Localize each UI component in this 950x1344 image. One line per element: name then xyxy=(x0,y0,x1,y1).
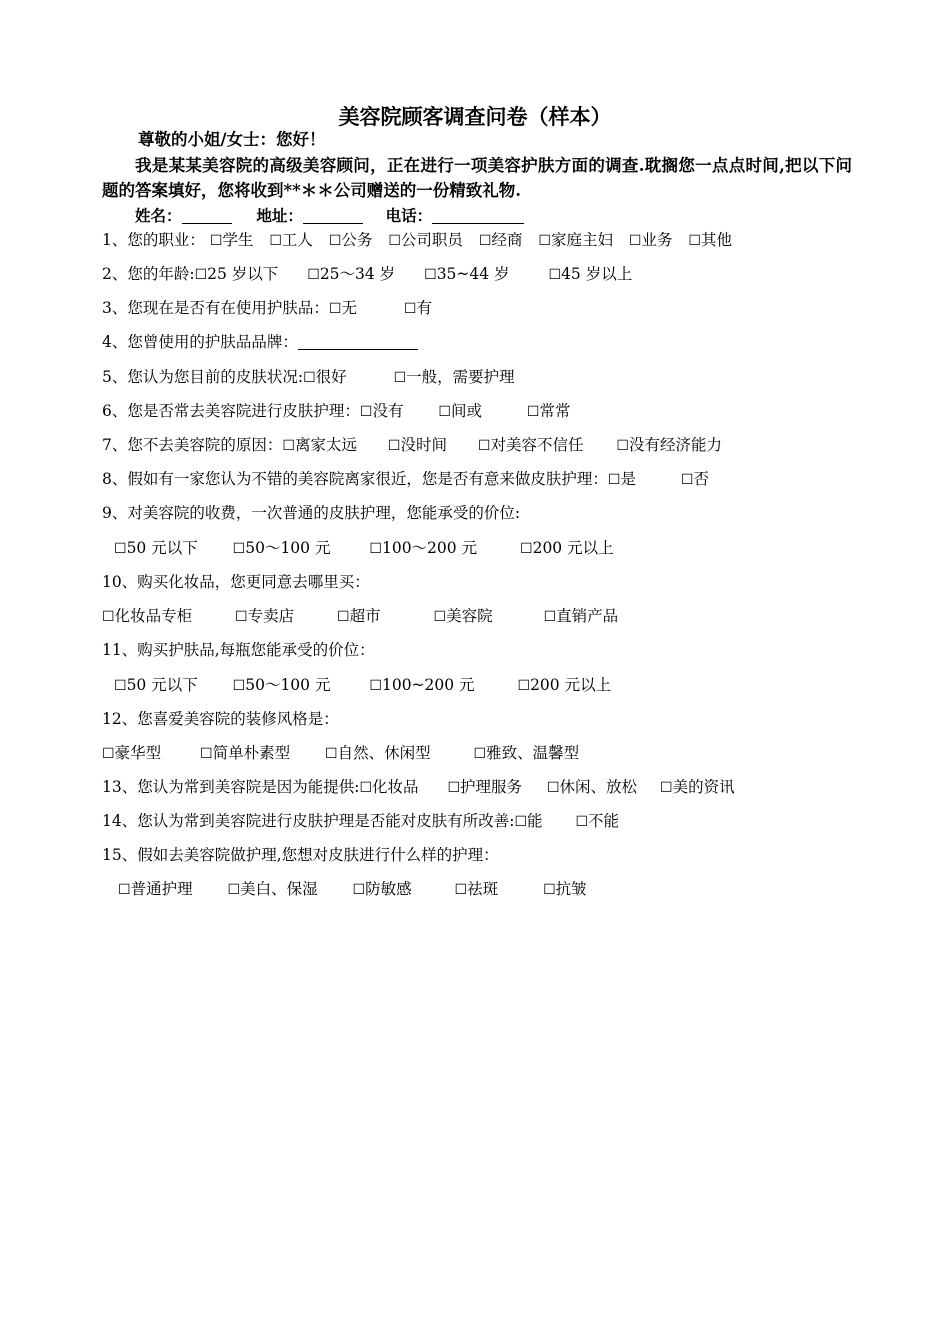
question-2 xyxy=(102,263,632,286)
checkbox-icon: ☐ xyxy=(200,746,213,762)
question-text: 4、您曾使用的护肤品品牌： xyxy=(102,333,298,351)
option-label: 公司职员 xyxy=(400,231,463,249)
option-label: 美的资讯 xyxy=(672,778,735,796)
question-12 xyxy=(102,708,339,730)
option-luxury[interactable] xyxy=(102,742,161,765)
checkbox-icon: ☐ xyxy=(680,472,694,488)
option-label: 业务 xyxy=(641,231,673,249)
name-field[interactable] xyxy=(182,207,232,224)
option-label: 没有经济能力 xyxy=(628,436,722,454)
option-cannot[interactable] xyxy=(575,810,619,833)
checkbox-icon: ☐ xyxy=(478,233,492,249)
checkbox-icon: ☐ xyxy=(209,233,223,249)
question-4 xyxy=(102,331,418,353)
option-age-under-25[interactable] xyxy=(195,263,279,286)
option-label: 化妆品 xyxy=(372,778,419,796)
checkbox-icon: ☐ xyxy=(328,233,342,249)
option-label: 25～34 岁 xyxy=(319,265,396,283)
option-label: 35~44 岁 xyxy=(436,265,510,283)
name-label: 姓名： xyxy=(135,206,182,225)
checkbox-icon: ☐ xyxy=(447,780,461,796)
option-label: 否 xyxy=(693,470,709,488)
option-label: 经商 xyxy=(491,231,523,249)
intro-paragraph: 我是某某美容院的高级美容顾问，正在进行一项美容护肤方面的调查.耽搁您一点点时间,把以下问题的答案填好，您将收到**＊＊公司赠送的一份精致礼物. xyxy=(102,156,852,200)
checkbox-icon: ☐ xyxy=(303,370,316,386)
question-12-options xyxy=(102,742,579,765)
checkbox-icon: ☐ xyxy=(403,301,417,317)
option-over-200[interactable] xyxy=(518,674,612,697)
option-label: 对美容不信任 xyxy=(490,436,584,454)
option-natural[interactable] xyxy=(325,742,431,765)
checkbox-icon: ☐ xyxy=(359,404,373,420)
greeting: 尊敬的小姐/女士：您好！ xyxy=(138,130,326,149)
option-label: 一般，需要护理 xyxy=(406,368,515,386)
option-cosmetics[interactable] xyxy=(359,776,418,799)
option-whitening[interactable] xyxy=(228,878,318,901)
option-label: 化妆品专柜 xyxy=(114,607,193,625)
option-label: 工人 xyxy=(281,231,313,249)
option-label: 100~200 元 xyxy=(381,676,475,694)
option-very-good[interactable] xyxy=(303,366,347,389)
option-label: 能 xyxy=(527,812,543,830)
option-beauty-info[interactable] xyxy=(660,776,735,799)
option-label: 200 元以上 xyxy=(532,539,614,557)
question-text: 5、您认为您目前的皮肤状况: xyxy=(102,368,304,386)
checkbox-icon: ☐ xyxy=(369,541,382,557)
option-label: 祛斑 xyxy=(467,880,499,898)
option-label: 专卖店 xyxy=(247,607,295,625)
checkbox-icon: ☐ xyxy=(520,541,533,557)
option-100-200[interactable] xyxy=(369,674,474,697)
option-label: 护理服务 xyxy=(460,778,523,796)
option-elegant[interactable] xyxy=(474,742,580,765)
question-text: 14、您认为常到美容院进行皮肤护理是否能对皮肤有所改善: xyxy=(102,812,515,830)
option-age-45-plus[interactable] xyxy=(549,263,633,286)
question-6 xyxy=(102,400,570,423)
question-13 xyxy=(102,776,735,799)
option-label: 无 xyxy=(341,299,357,317)
question-9 xyxy=(102,502,520,524)
option-age-35-44[interactable] xyxy=(424,263,509,286)
option-label: 自然、休闲型 xyxy=(337,744,431,762)
checkbox-icon: ☐ xyxy=(575,814,589,830)
option-label: 超市 xyxy=(349,607,381,625)
question-text: 3、您现在是否有在使用护肤品： xyxy=(102,299,329,317)
question-10-options xyxy=(102,605,618,628)
question-text: 6、您是否常去美容院进行皮肤护理： xyxy=(102,402,360,420)
question-text: 13、您认为常到美容院是因为能提供: xyxy=(102,778,360,796)
option-too-far[interactable] xyxy=(282,434,357,457)
address-field[interactable] xyxy=(303,207,363,224)
checkbox-icon: ☐ xyxy=(438,404,451,420)
option-under-50[interactable] xyxy=(114,537,198,560)
option-label: 美容院 xyxy=(446,607,493,625)
checkbox-icon: ☐ xyxy=(388,233,401,249)
checkbox-icon: ☐ xyxy=(369,678,382,694)
option-yes[interactable] xyxy=(404,297,432,320)
option-50-100[interactable] xyxy=(233,674,331,697)
checkbox-icon: ☐ xyxy=(538,233,551,249)
checkbox-icon: ☐ xyxy=(282,438,295,454)
checkbox-icon: ☐ xyxy=(114,678,127,694)
option-cosmetics-counter[interactable] xyxy=(102,605,192,628)
checkbox-icon: ☐ xyxy=(118,882,131,898)
option-under-50[interactable] xyxy=(114,674,198,697)
option-anti-wrinkle[interactable] xyxy=(543,878,587,901)
checkbox-icon: ☐ xyxy=(514,814,528,830)
checkbox-icon: ☐ xyxy=(359,780,373,796)
question-text: 8、假如有一家您认为不错的美容院离家很近，您是否有意来做皮肤护理： xyxy=(102,470,608,488)
option-average[interactable] xyxy=(394,366,515,389)
question-8 xyxy=(102,468,709,491)
checkbox-icon: ☐ xyxy=(337,609,350,625)
option-civil-servant[interactable] xyxy=(329,229,373,252)
checkbox-icon: ☐ xyxy=(227,882,241,898)
question-text: 10、购买化妆品，您更同意去哪里买： xyxy=(102,573,370,591)
checkbox-icon: ☐ xyxy=(387,438,401,454)
checkbox-icon: ☐ xyxy=(517,678,531,694)
option-housewife[interactable] xyxy=(538,229,613,252)
question-11-options xyxy=(114,674,611,697)
checkbox-icon: ☐ xyxy=(307,267,320,283)
checkbox-icon: ☐ xyxy=(325,746,338,762)
option-label: 公务 xyxy=(341,231,373,249)
question-7 xyxy=(102,434,722,457)
option-company-staff[interactable] xyxy=(388,229,463,252)
option-label: 学生 xyxy=(222,231,254,249)
checkbox-icon: ☐ xyxy=(114,541,127,557)
checkbox-icon: ☐ xyxy=(546,780,560,796)
option-no-money[interactable] xyxy=(616,434,722,457)
option-sometimes[interactable] xyxy=(438,400,482,423)
page-title: 美容院顾客调查问卷（样本） xyxy=(338,104,612,129)
question-text: 11、购买护肤品,每瓶您能承受的价位： xyxy=(102,641,375,659)
question-text: 12、您喜爱美容院的装修风格是： xyxy=(102,710,339,728)
question-text: 9、对美容院的收费，一次普通的皮肤护理，您能承受的价位: xyxy=(102,504,521,522)
option-label: 常常 xyxy=(539,402,571,420)
checkbox-icon: ☐ xyxy=(352,882,366,898)
option-label: 50 元以下 xyxy=(126,676,198,694)
option-distrust[interactable] xyxy=(478,434,584,457)
option-anti-sensitivity[interactable] xyxy=(353,878,412,901)
option-label: 家庭主妇 xyxy=(550,231,613,249)
checkbox-icon: ☐ xyxy=(194,267,208,283)
option-label: 防敏感 xyxy=(365,880,412,898)
question-9-options xyxy=(114,537,614,560)
option-business[interactable] xyxy=(479,229,523,252)
option-label: 50～100 元 xyxy=(245,676,331,694)
option-no[interactable] xyxy=(329,297,357,320)
checkbox-icon: ☐ xyxy=(232,541,246,557)
option-worker[interactable] xyxy=(269,229,313,252)
option-label: 普通护理 xyxy=(130,880,193,898)
option-label: 豪华型 xyxy=(114,744,162,762)
checkbox-icon: ☐ xyxy=(548,267,562,283)
checkbox-icon: ☐ xyxy=(607,472,621,488)
option-label: 直销产品 xyxy=(556,607,619,625)
option-spot-removal[interactable] xyxy=(455,878,499,901)
checkbox-icon: ☐ xyxy=(543,882,556,898)
checkbox-icon: ☐ xyxy=(628,233,642,249)
option-label: 100～200 元 xyxy=(381,539,478,557)
checkbox-icon: ☐ xyxy=(473,746,487,762)
question-10 xyxy=(102,571,370,593)
option-regular-care[interactable] xyxy=(118,878,193,901)
option-specialty-store[interactable] xyxy=(235,605,294,628)
phone-field[interactable] xyxy=(432,207,524,224)
option-no-time[interactable] xyxy=(388,434,447,457)
info-fields-row xyxy=(135,205,524,227)
question-text: 7、您不去美容院的原因： xyxy=(102,436,283,454)
checkbox-icon: ☐ xyxy=(393,370,407,386)
option-label: 有 xyxy=(416,299,432,317)
option-label: 50 元以下 xyxy=(126,539,198,557)
option-often[interactable] xyxy=(527,400,571,423)
option-label: 美白、保湿 xyxy=(240,880,318,898)
question-3 xyxy=(102,297,432,320)
option-label: 其他 xyxy=(700,231,732,249)
option-label: 45 岁以上 xyxy=(561,265,633,283)
checkbox-icon: ☐ xyxy=(232,678,246,694)
phone-label: 电话： xyxy=(385,206,433,225)
option-simple[interactable] xyxy=(200,742,290,765)
option-can[interactable] xyxy=(514,810,542,833)
question-5 xyxy=(102,366,515,389)
option-label: 休闲、放松 xyxy=(559,778,638,796)
option-other[interactable] xyxy=(688,229,732,252)
brand-field[interactable] xyxy=(298,333,418,350)
checkbox-icon: ☐ xyxy=(433,609,447,625)
question-text: 1、您的职业： xyxy=(102,231,205,249)
option-label: 离家太远 xyxy=(294,436,357,454)
checkbox-icon: ☐ xyxy=(526,404,540,420)
option-label: 很好 xyxy=(315,368,347,386)
option-label: 间或 xyxy=(450,402,482,420)
option-student[interactable] xyxy=(210,229,254,252)
checkbox-icon: ☐ xyxy=(616,438,629,454)
address-label: 地址： xyxy=(256,206,303,225)
option-label: 没时间 xyxy=(400,436,447,454)
option-label: 50～100 元 xyxy=(245,539,331,557)
checkbox-icon: ☐ xyxy=(543,609,557,625)
question-text: 15、假如去美容院做护理,您想对皮肤进行什么样的护理： xyxy=(102,846,499,864)
checkbox-icon: ☐ xyxy=(102,609,115,625)
option-direct-sales[interactable] xyxy=(544,605,619,628)
option-supermarket[interactable] xyxy=(337,605,381,628)
checkbox-icon: ☐ xyxy=(424,267,437,283)
question-text: 2、您的年龄: xyxy=(102,265,195,283)
checkbox-icon: ☐ xyxy=(660,780,673,796)
checkbox-icon: ☐ xyxy=(269,233,282,249)
question-15 xyxy=(102,844,499,866)
option-over-200[interactable] xyxy=(520,537,614,560)
checkbox-icon: ☐ xyxy=(688,233,701,249)
question-1 xyxy=(102,229,732,252)
option-label: 25 岁以下 xyxy=(207,265,279,283)
checkbox-icon: ☐ xyxy=(328,301,342,317)
option-age-25-34[interactable] xyxy=(307,263,395,286)
option-100-200[interactable] xyxy=(369,537,477,560)
option-label: 不能 xyxy=(588,812,620,830)
option-label: 抗皱 xyxy=(555,880,587,898)
option-yes[interactable] xyxy=(608,468,636,491)
option-sales[interactable] xyxy=(629,229,673,252)
option-never[interactable] xyxy=(360,400,404,423)
checkbox-icon: ☐ xyxy=(102,746,115,762)
option-label: 200 元以上 xyxy=(530,676,612,694)
checkbox-icon: ☐ xyxy=(235,609,248,625)
option-care-service[interactable] xyxy=(447,776,522,799)
checkbox-icon: ☐ xyxy=(477,438,491,454)
question-14 xyxy=(102,810,619,833)
option-relaxation[interactable] xyxy=(547,776,637,799)
option-50-100[interactable] xyxy=(233,537,331,560)
question-15-options xyxy=(118,878,587,901)
question-11 xyxy=(102,639,375,661)
option-label: 雅致、温馨型 xyxy=(486,744,580,762)
option-label: 没有 xyxy=(372,402,404,420)
checkbox-icon: ☐ xyxy=(454,882,468,898)
option-label: 是 xyxy=(620,470,636,488)
option-label: 简单朴素型 xyxy=(212,744,291,762)
option-no[interactable] xyxy=(681,468,709,491)
option-beauty-salon[interactable] xyxy=(434,605,493,628)
